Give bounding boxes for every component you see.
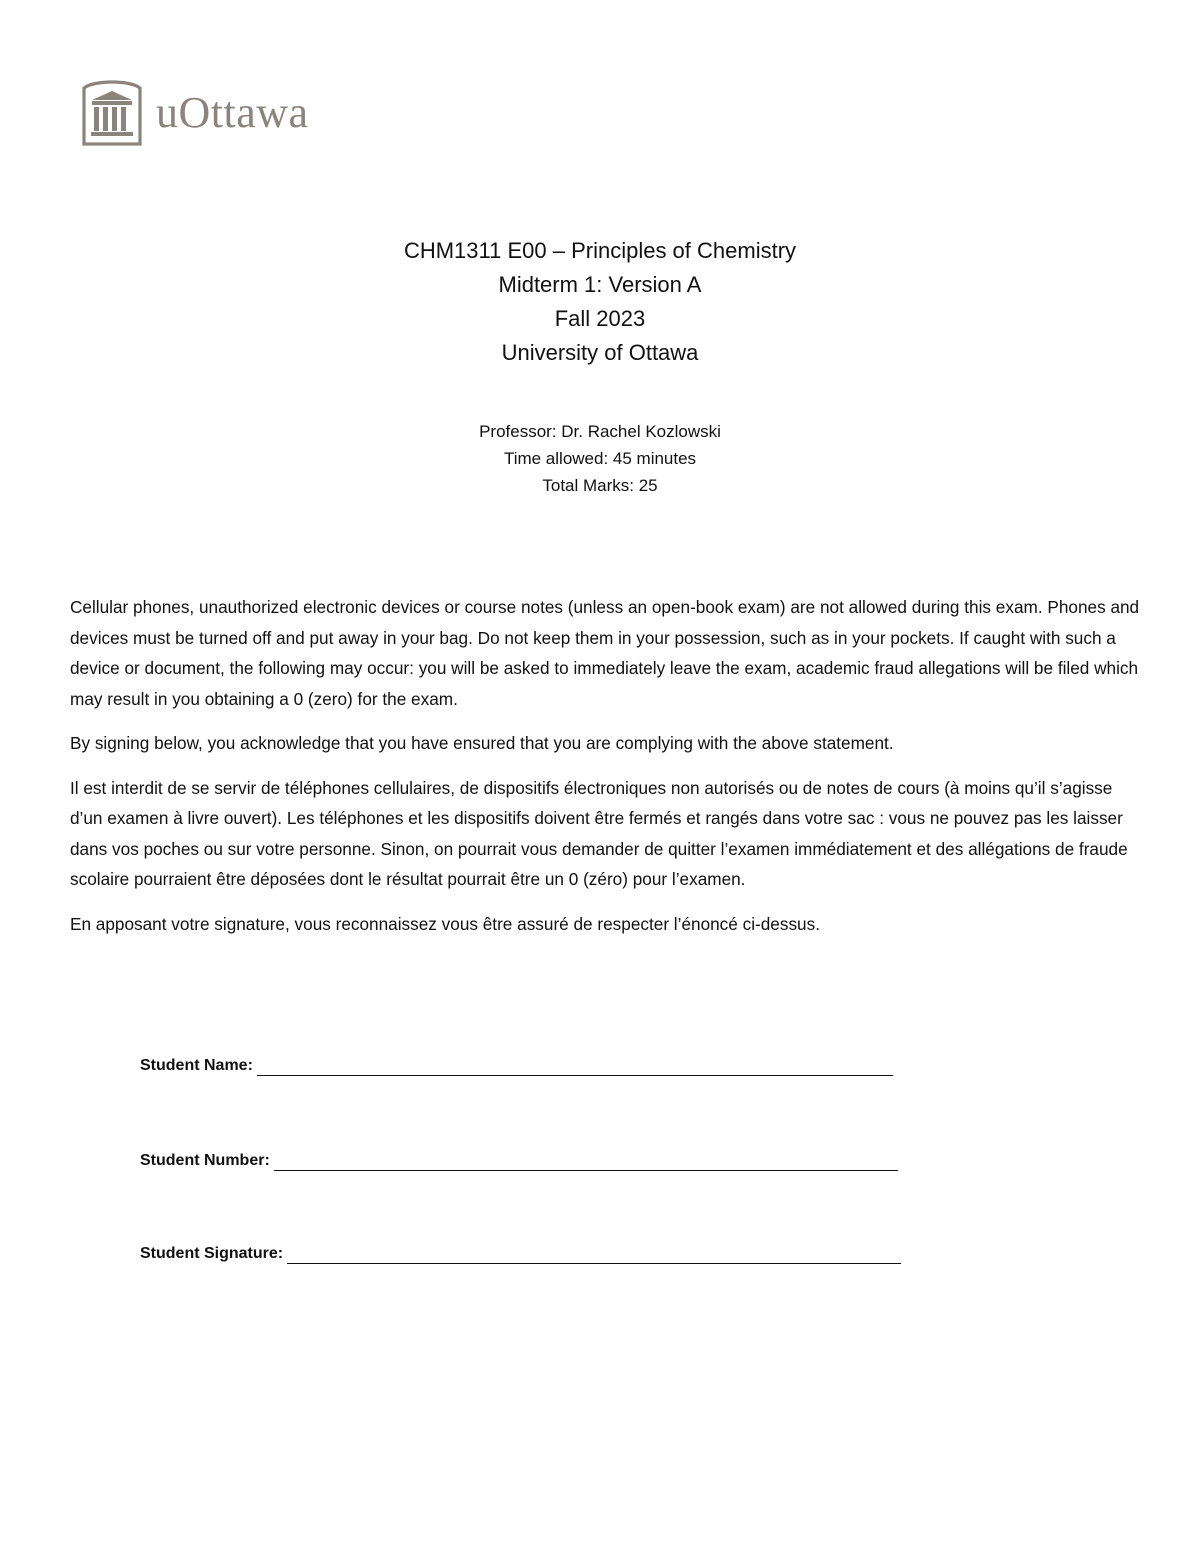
student-number-line[interactable] xyxy=(274,1152,898,1171)
policy-paragraph-en: Cellular phones, unauthorized electronic devices or course notes (unless an open-book exam) are not allowed during this exam. Phones and devices must be turned off and put away in your bag. Do not keep them in your possession, such as in your pockets. If caught with such a device or document, the following may occur: you will be asked to immediately leave the exam, academic fraud allegations will be filed which may result in you obtaining a 0 (zero) for the exam. xyxy=(70,597,1140,709)
exam-info-block xyxy=(0,418,1200,499)
course-title: CHM1311 E00 – Principles of Chemistry xyxy=(403,238,797,263)
exam-instructions xyxy=(70,592,1140,953)
acknowledgement-fr: En apposant votre signature, vous reconnaissez vous être assuré de respecter l’énoncé ci-dessus. xyxy=(70,913,820,934)
time-allowed-line: Time allowed: 45 minutes xyxy=(503,449,697,468)
student-name-line[interactable] xyxy=(257,1057,893,1076)
student-name-field[interactable] xyxy=(140,1056,893,1076)
student-signature-label: Student Signature: xyxy=(140,1245,284,1262)
student-number-label: Student Number: xyxy=(140,1152,270,1169)
total-marks-line: Total Marks: 25 xyxy=(542,476,658,495)
student-name-label: Student Name: xyxy=(140,1057,253,1074)
exam-term: Fall 2023 xyxy=(554,306,646,331)
student-signature-line[interactable] xyxy=(287,1245,901,1264)
policy-paragraph-fr: Il est interdit de se servir de téléphones cellulaires, de dispositifs électroniques non autorisés ou de notes de cours (à moins qu’il s’agisse d’un examen à livre ouvert). Les téléphones et les dispositifs doivent être fermés et rangés dans votre sac : vous ne pouvez pas les laisser dans vos poches ou sur votre personne. Sinon, on pourrait vous demander de quitter l’examen immédiatement et des allégations de fraude scolaire pourraient être déposées dont le résultat pourrait être un 0 (zéro) pour l’examen. xyxy=(70,777,1128,889)
exam-title-block xyxy=(0,234,1200,370)
student-signature-field[interactable] xyxy=(140,1244,901,1264)
university-name: University of Ottawa xyxy=(501,340,699,365)
uottawa-logo xyxy=(80,78,309,148)
professor-line: Professor: Dr. Rachel Kozlowski xyxy=(479,422,721,441)
student-number-field[interactable] xyxy=(140,1151,898,1171)
exam-version: Midterm 1: Version A xyxy=(498,272,702,297)
acknowledgement-en: By signing below, you acknowledge that you have ensured that you are complying with the above statement. xyxy=(70,733,894,753)
logo-wordmark: uOttawa xyxy=(156,88,309,137)
uottawa-building-icon xyxy=(80,78,144,148)
